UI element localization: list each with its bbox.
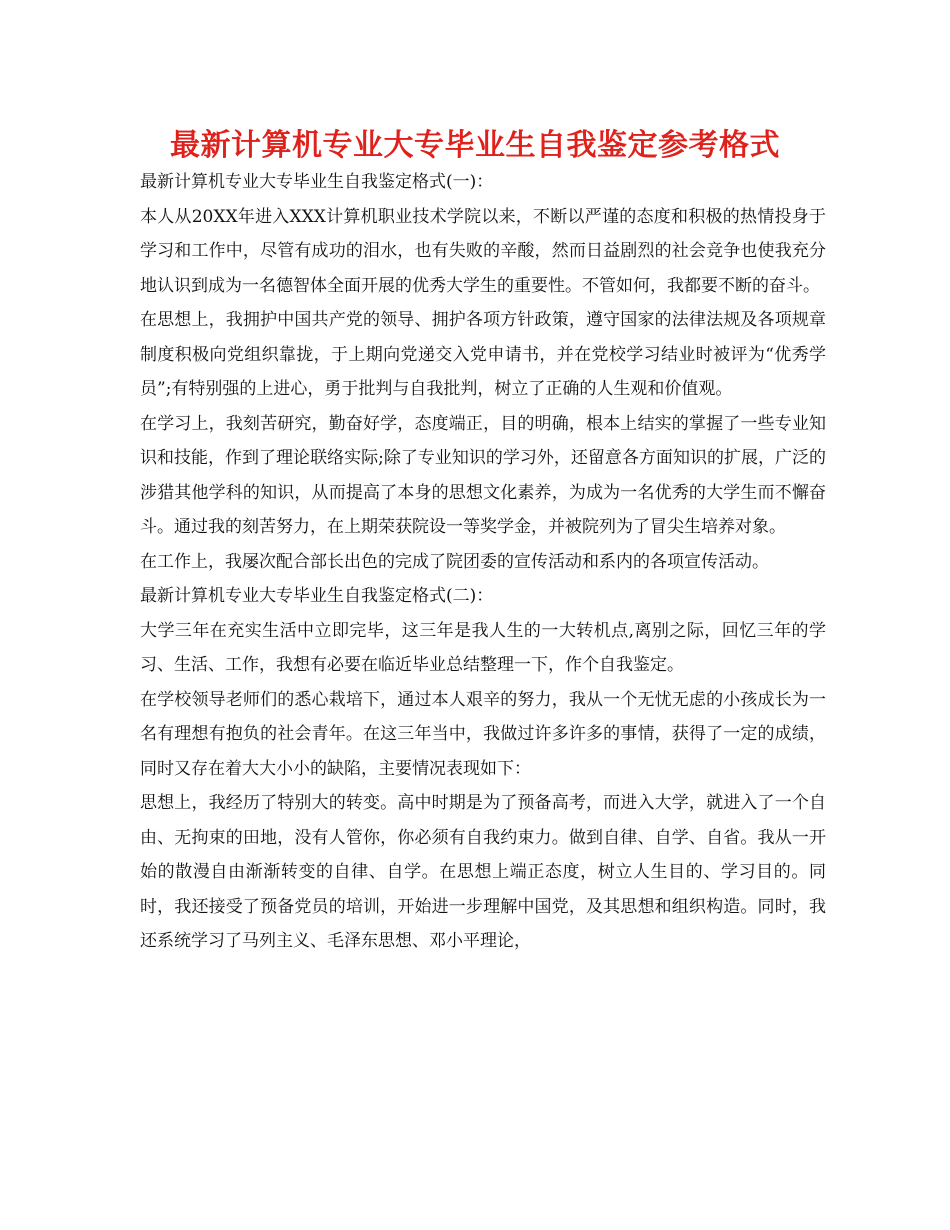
paragraph-growth: 在学校领导老师们的悉心栽培下，通过本人艰辛的努力，我从一个无忧无虑的小孩成长为一名有理想有抱负的社会青年。在这三年当中，我做过许多许多的事情，获得了一定的成绩，同时又存在着大大小小的缺陷，主要情况表现如下： bbox=[140, 689, 826, 779]
paragraph-work: 在工作上，我屡次配合部长出色的完成了院团委的宣传活动和系内的各项宣传活动。 bbox=[140, 551, 769, 572]
document-title: 最新计算机专业大专毕业生自我鉴定参考格式 bbox=[170, 128, 780, 163]
section-heading-2: 最新计算机专业大专毕业生自我鉴定格式(二)： bbox=[140, 586, 494, 606]
paragraph-summary: 大学三年在充实生活中立即完毕，这三年是我人生的一大转机点,离别之际，回忆三年的学习、生活、工作，我想有必要在临近毕业总结整理一下，作个自我鉴定。 bbox=[140, 620, 826, 675]
paragraph-study: 在学习上，我刻苦研究，勤奋好学，态度端正，目的明确，根本上结实的掌握了一些专业知识和技能，作到了理论联络实际;除了专业知识的学习外，还留意各方面知识的扩展，广泛的涉猎其他学科的知识，从而提高了本身的思想文化素养，为成为一名优秀的大学生而不懈奋斗。通过我的刻苦努力，在上期荣获院设一等奖学金，并被院列为了冒尖生培养对象。 bbox=[140, 413, 826, 537]
paragraph-thought-change: 思想上，我经历了特别大的转变。高中时期是为了预备高考，而进入大学，就进入了一个自由、无拘束的田地，没有人管你，你必须有自我约束力。做到自律、自学、自省。我从一开始的散漫自由渐渐转变的自律、自学。在思想上端正态度，树立人生目的、学习目的。同时，我还接受了预备党员的培训，开始进一步理解中国党，及其思想和组织构造。同时，我还系统学习了马列主义、毛泽东思想、邓小平理论， bbox=[140, 793, 826, 951]
document-body bbox=[140, 165, 826, 959]
paragraph-intro: 本人从20XX年进入XXX计算机职业技术学院以来，不断以严谨的态度和积极的热情投身于学习和工作中，尽管有成功的泪水，也有失败的辛酸，然而日益剧烈的社会竞争也使我充分地认识到成为一名德智体全面开展的优秀大学生的重要性。不管如何，我都要不断的奋斗。 bbox=[140, 206, 826, 296]
section-heading-1: 最新计算机专业大专毕业生自我鉴定格式(一)： bbox=[140, 172, 494, 192]
paragraph-thought: 在思想上，我拥护中国共产党的领导、拥护各项方针政策，遵守国家的法律法规及各项规章制度积极向党组织靠拢，于上期向党递交入党申请书，并在党校学习结业时被评为“优秀学员”;有特别强的上进心，勇于批判与自我批判，树立了正确的人生观和价值观。 bbox=[140, 310, 826, 399]
